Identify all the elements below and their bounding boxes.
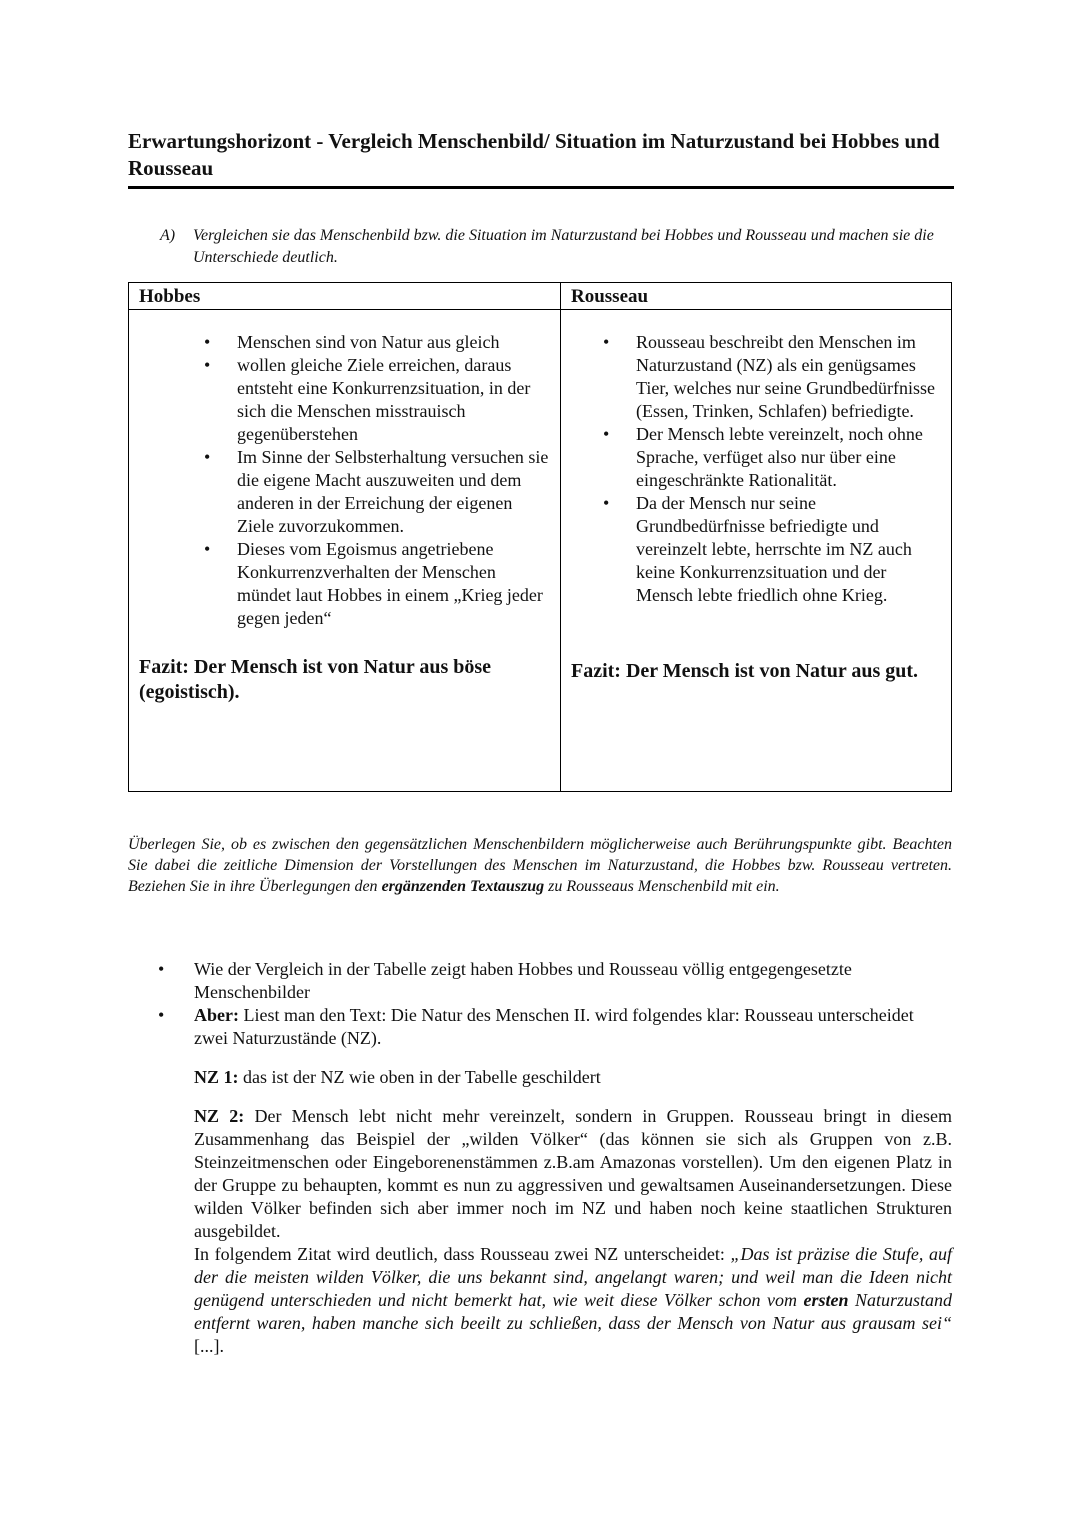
list-item: • Im Sinne der Selbsterhaltung versuchen sie die eigene Macht auszuweiten und dem anderen in der Erreichung der eigenen Ziele zuvorzukommen. bbox=[237, 446, 550, 538]
answer-bullet-1: Wie der Vergleich in der Tabelle zeigt haben Hobbes und Rousseau völlig entgegengesetzte Menschenbilder bbox=[194, 959, 852, 1002]
hobbes-cell bbox=[129, 310, 561, 792]
table-header-row bbox=[129, 283, 952, 310]
task-a bbox=[160, 225, 940, 269]
task-b-text-end: zu Rousseaus Menschenbild mit ein. bbox=[548, 878, 780, 895]
list-item: • Da der Mensch nur seine Grundbedürfnisse befriedigte und vereinzelt lebte, herrschte im NZ auch keine Konkurrenzsituation und der Mensch lebte friedlich ohne Krieg. bbox=[636, 492, 941, 607]
task-b-bold: ergänzenden Textauszug bbox=[381, 878, 545, 895]
task-b-paragraph bbox=[128, 834, 952, 897]
rousseau-fazit: Fazit: Der Mensch ist von Natur aus gut. bbox=[571, 660, 919, 682]
task-a-text: Vergleichen sie das Menschenbild bzw. die Situation im Naturzustand bei Hobbes und Rousseau und machen sie die Unterschiede deutlich. bbox=[193, 227, 934, 266]
table-body-row bbox=[129, 310, 952, 792]
list-item: • wollen gleiche Ziele erreichen, daraus entsteht eine Konkurrenzsituation, in der sich die Menschen misstrauisch gegenüberstehen bbox=[237, 354, 550, 446]
list-item bbox=[194, 958, 952, 1004]
list-item bbox=[194, 1004, 952, 1050]
hobbes-fazit: Fazit: Der Mensch ist von Natur aus böse (egoistisch). bbox=[139, 656, 492, 703]
nz2-block bbox=[128, 1105, 952, 1358]
nz2-text: Der Mensch lebt nicht mehr vereinzelt, sondern in Gruppen. Rousseau bringt in diesem Zusammenhang das Beispiel der „wilden Völker“ (das können sie sich als Gruppen von z.B. Steinzeitmenschen oder Eingeborenenstämmen z.B.am Amazonas vorstellen). Um den eigenen Platz in der Gruppe zu behaupten, kommt es nun zu aggressiven und gewaltsamen Auseinandersetzungen. Diese wilden Völker befinden sich aber immer noch im NZ und haben noch keine staatlichen Strukturen ausgebildet. bbox=[194, 1106, 953, 1241]
nz1-block bbox=[128, 1066, 952, 1089]
quote-part-1: „Das ist präzise die Stufe, auf der die meisten wilden Völker, die uns bekannt sind, angelangt waren; und weil man die Ideen nicht genügend unterschieden und nicht bemerkt hat, wie weit diese Völker schon vom bbox=[194, 1244, 953, 1310]
quote-part-2: Naturzustand entfernt waren, haben manche sich beeilt zu schließen, dass der Mensch von Natur aus grausam sei“ bbox=[194, 1290, 953, 1333]
answer-section bbox=[128, 958, 952, 1358]
hobbes-header: Hobbes bbox=[129, 283, 561, 310]
aber-label: Aber: bbox=[194, 1005, 239, 1025]
nz1-label: NZ 1: bbox=[194, 1067, 239, 1087]
rousseau-header: Rousseau bbox=[561, 283, 952, 310]
quote-end: [...]. bbox=[194, 1336, 224, 1356]
answer-list bbox=[128, 958, 952, 1050]
list-item: • Rousseau beschreibt den Menschen im Naturzustand (NZ) als ein genügsames Tier, welches nur seine Grundbedürfnisse (Essen, Trinken, Schlafen) befriedigte. bbox=[636, 331, 941, 423]
comparison-table bbox=[128, 282, 952, 792]
answer-bullet-2: Liest man den Text: Die Natur des Menschen II. wird folgendes klar: Rousseau unterscheidet zwei Naturzustände (NZ). bbox=[194, 1005, 914, 1048]
list-item: • Dieses vom Egoismus angetriebene Konkurrenzverhalten der Menschen mündet laut Hobbes in einem „Krieg jeder gegen jeden“ bbox=[237, 538, 550, 630]
rousseau-list bbox=[571, 331, 941, 607]
list-item: • Menschen sind von Natur aus gleich bbox=[237, 331, 550, 354]
nz1-text: das ist der NZ wie oben in der Tabelle geschildert bbox=[243, 1067, 601, 1087]
quote-intro: In folgendem Zitat wird deutlich, dass Rousseau zwei NZ unterscheidet: bbox=[194, 1244, 725, 1264]
rousseau-cell bbox=[561, 310, 952, 792]
quote-bold: ersten bbox=[803, 1290, 849, 1310]
task-a-marker: A) bbox=[160, 227, 176, 244]
hobbes-list bbox=[139, 331, 550, 630]
list-item: • Der Mensch lebte vereinzelt, noch ohne Sprache, verfüget also nur über eine eingeschränkte Rationalität. bbox=[636, 423, 941, 492]
task-b-text: Überlegen Sie, ob es zwischen den gegensätzlichen Menschenbildern möglicherweise auch Berührungspunkte gibt. Beachten Sie dabei die zeitliche Dimension der Vorstellungen des Menschen im Naturzustand, die Hobbes bzw. Rousseau vertreten. Beziehen Sie in ihre Überlegungen den bbox=[128, 836, 952, 895]
page-title: Erwartungshorizont - Vergleich Menschenbild/ Situation im Naturzustand bei Hobbes und Rousseau bbox=[128, 128, 954, 189]
nz2-label: NZ 2: bbox=[194, 1106, 245, 1126]
